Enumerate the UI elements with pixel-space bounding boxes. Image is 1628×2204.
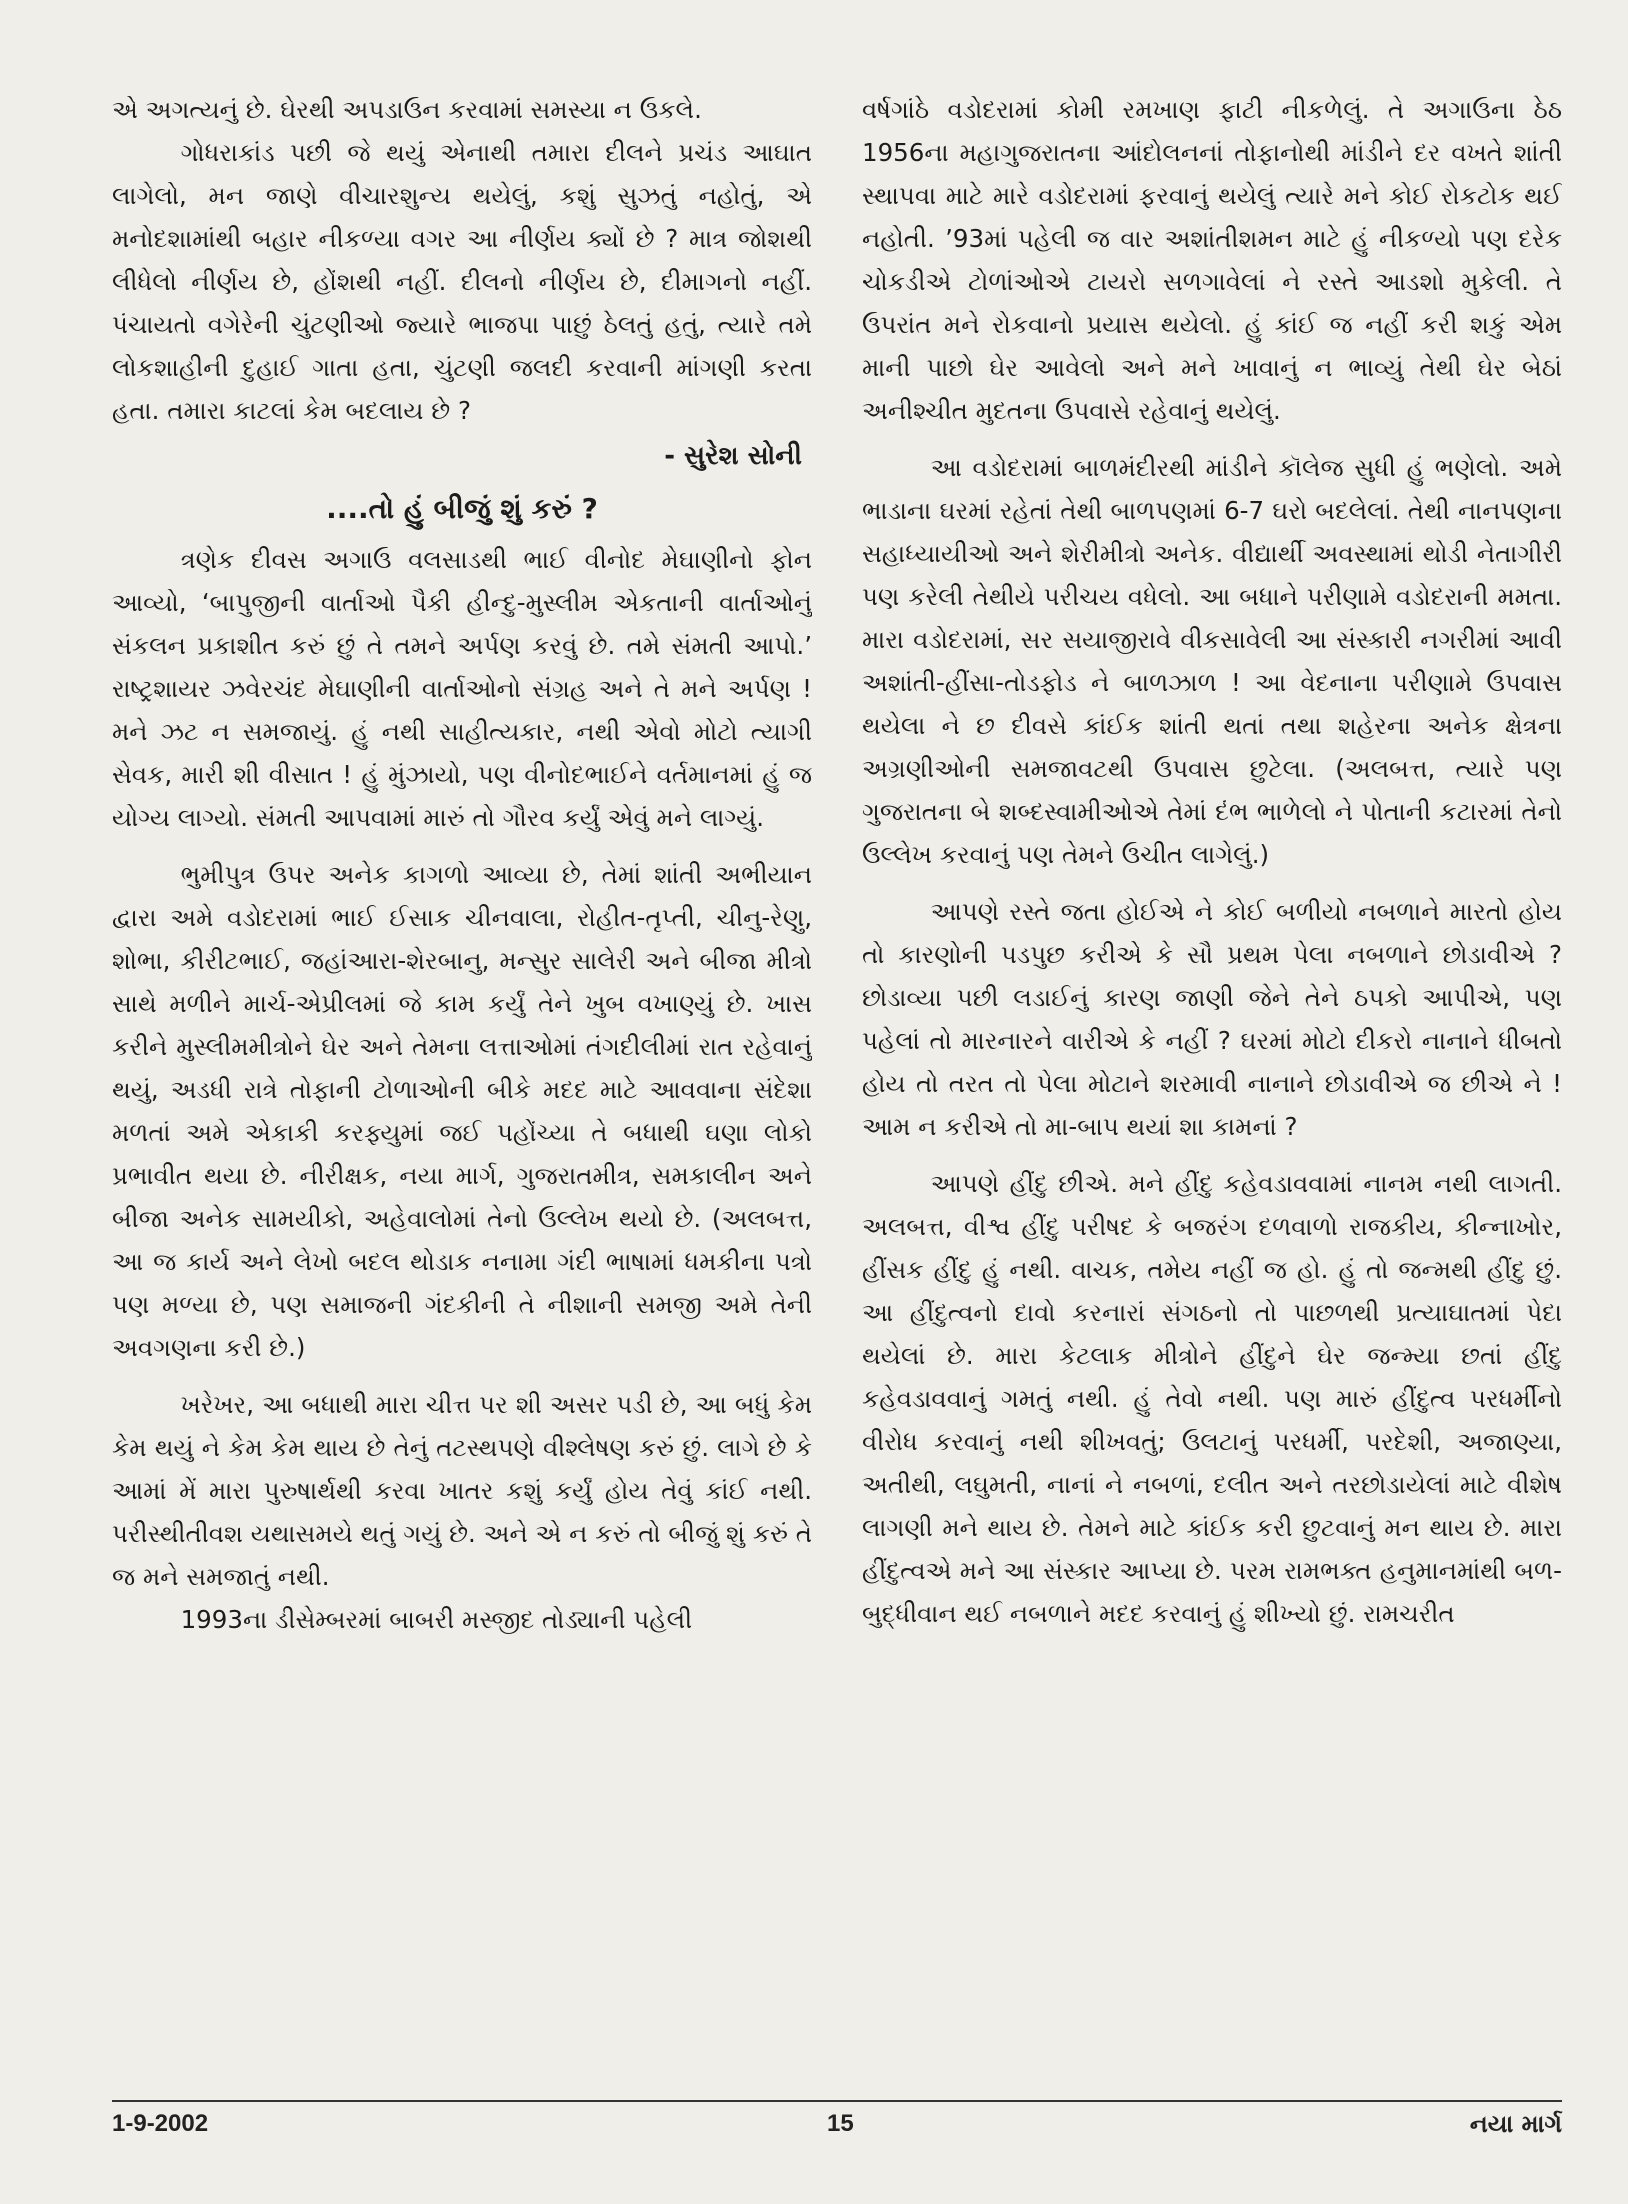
left-column <box>112 88 812 2048</box>
paragraph: આ વડોદરામાં બાળમંદીરથી માંડીને કૉલેજ સુધી હું ભણેલો. અમે ભાડાના ઘરમાં રહેતાં તેથી બાળપણમાં 6-7 ઘરો બદલેલાં. તેથી નાનપણના સહાધ્યાયીઓ અને શેરીમીત્રો અનેક. વીદ્યાર્થી અવસ્થામાં થોડી નેતાગીરી પણ કરેલી તેથીયે પરીચય વધેલો. આ બધાને પરીણામે વડોદરાની મમતા. મારા વડોદરામાં, સર સયાજીરાવે વીકસાવેલી આ સંસ્કારી નગરીમાં આવી અશાંતી-હીંસા-તોડફોડ ને બાળઝાળ ! આ વેદનાના પરીણામે ઉપવાસ થયેલા ને છ દીવસે કાંઈક શાંતી થતાં તથા શહેરના અનેક ક્ષેત્રના અગ્રણીઓની સમજાવટથી ઉપવાસ છુટેલા. (અલબત્ત, ત્યારે પણ ગુજરાતના બે શબ્દસ્વામીઓએ તેમાં દંભ ભાળેલો ને પોતાની કટારમાં તેનો ઉલ્લેખ કરવાનું પણ તેમને ઉચીત લાગેલું.) <box>862 453 1562 869</box>
paragraph: ખરેખર, આ બધાથી મારા ચીત્ત પર શી અસર પડી છે, આ બધું કેમ કેમ થયું ને કેમ કેમ થાય છે તેનું તટસ્થપણે વીશ્લેષણ કરું છું. લાગે છે કે આમાં મેં મારા પુરુષાર્થથી કરવા ખાતર કશું કર્યું હોય તેવું કાંઈ નથી. પરીસ્થીતીવશ યથાસમયે થતું ગયું છે. અને એ ન કરું તો બીજું શું કરું તે જ મને સમજાતું નથી. <box>112 1390 812 1591</box>
page-footer <box>112 2110 1562 2150</box>
right-column <box>862 88 1562 2048</box>
magazine-name: નયા માર્ગ <box>1469 2110 1562 2138</box>
author-signature: - સુરેશ સોની <box>664 441 802 471</box>
paragraph: આપણે હીંદુ છીએ. મને હીંદુ કહેવડાવવામાં નાનમ નથી લાગતી. અલબત્ત, વીશ્વ હીંદુ પરીષદ કે બજરંગ દળવાળો રાજકીય, કીન્નાખોર, હીંસક હીંદુ હું નથી. વાચક, તમેય નહીં જ હો. હું તો જન્મથી હીંદુ છું. આ હીંદુત્વનો દાવો કરનારાં સંગઠનો તો પાછળથી પ્રત્યાઘાતમાં પેદા થયેલાં છે. મારા કેટલાક મીત્રોને હીંદુને ઘેર જન્મ્યા છતાં હીંદુ કહેવડાવવાનું ગમતું નથી. હું તેવો નથી. પણ મારું હીંદુત્વ પરધર્મીનો વીરોધ કરવાનું નથી શીખવતું; ઉલટાનું પરધર્મી, પરદેશી, અજાણ્યા, અતીથી, લઘુમતી, નાનાં ને નબળાં, દલીત અને તરછોડાયેલાં માટે વીશેષ લાગણી મને થાય છે. તેમને માટે કાંઈક કરી છુટવાનું મન થાય છે. મારા હીંદુત્વએ મને આ સંસ્કાર આપ્યા છે. પરમ રામભક્ત હનુમાનમાંથી બળ-બુદ્ધીવાન થઈ નબળાને મદદ કરવાનું હું શીખ્યો છું. રામચરીત <box>862 1169 1562 1628</box>
page-number: 15 <box>827 2110 854 2137</box>
paragraph: 1993ના ડીસેમ્બરમાં બાબરી મસ્જીદ તોડ્યાની પહેલી <box>180 1605 693 1634</box>
paragraph: વર્ષગાંઠે વડોદરામાં કોમી રમખાણ ફાટી નીકળેલું. તે અગાઉના ઠેઠ 1956ના મહાગુજરાતના આંદોલનનાં તોફાનોથી માંડીને દર વખતે શાંતી સ્થાપવા માટે મારે વડોદરામાં ફરવાનું થયેલું ત્યારે મને કોઈ રોકટોક થઈ નહોતી. ’93માં પહેલી જ વાર અશાંતીશમન માટે હું નીકળ્યો પણ દરેક ચોકડીએ ટોળાંઓએ ટાયરો સળગાવેલાં ને રસ્તે આડશો મુકેલી. તે ઉપરાંત મને રોકવાનો પ્રયાસ થયેલો. હું કાંઈ જ નહીં કરી શકું એમ માની પાછો ઘેર આવેલો અને મને ખાવાનું ન ભાવ્યું તેથી ઘેર બેઠાં અનીશ્ચીત મુદતના ઉપવાસે રહેવાનું થયેલું. <box>862 95 1562 425</box>
issue-date: 1-9-2002 <box>112 2110 209 2137</box>
paragraph: ભુમીપુત્ર ઉપર અનેક કાગળો આવ્યા છે, તેમાં શાંતી અભીયાન દ્વારા અમે વડોદરામાં ભાઈ ઈસાક ચીનવાલા, રોહીત-તૃપ્તી, ચીનુ-રેણુ, શોભા, કીરીટભાઈ, જહાંઆરા-શેરબાનુ, મન્સુર સાલેરી અને બીજા મીત્રો સાથે મળીને માર્ચ-એપ્રીલમાં જે કામ કર્યું તેને ખુબ વખાણ્યું છે. ખાસ કરીને મુસ્લીમમીત્રોને ઘેર અને તેમના લત્તાઓમાં તંગદીલીમાં રાત રહેવાનું થયું, અડધી રાત્રે તોફાની ટોળાઓની બીકે મદદ માટે આવવાના સંદેશા મળતાં અમે એકાકી કરફ્યુમાં જઈ પહોંચ્યા તે બધાથી ઘણા લોકો પ્રભાવીત થયા છે. નીરીક્ષક, નયા માર્ગ, ગુજરાતમીત્ર, સમકાલીન અને બીજા અનેક સામયીકો, અહેવાલોમાં તેનો ઉલ્લેખ થયો છે. (અલબત્ત, આ જ કાર્ય અને લેખો બદલ થોડાક નનામા ગંદી ભાષામાં ધમકીના પત્રો પણ મળ્યા છે, પણ સમાજની ગંદકીની તે નીશાની સમજી અમે તેની અવગણના કરી છે.) <box>112 860 812 1362</box>
footer-divider <box>112 2100 1562 2102</box>
paragraph: આપણે રસ્તે જતા હોઈએ ને કોઈ બળીયો નબળાને મારતો હોય તો કારણોની પડપુછ કરીએ કે સૌ પ્રથમ પેલા નબળાને છોડાવીએ ? છોડાવ્યા પછી લડાઈનું કારણ જાણી જેને તેને ઠપકો આપીએ, પણ પહેલાં તો મારનારને વારીએ કે નહીં ? ઘરમાં મોટો દીકરો નાનાને ધીબતો હોય તો તરત તો પેલા મોટાને શરમાવી નાનાને છોડાવીએ જ છીએ ને ! આમ ન કરીએ તો મા-બાપ થયાં શા કામનાં ? <box>862 897 1562 1141</box>
paragraph: ત્રણેક દીવસ અગાઉ વલસાડથી ભાઈ વીનોદ મેઘાણીનો ફોન આવ્યો, ‘બાપુજીની વાર્તાઓ પૈકી હીન્દુ-મુસ્લીમ એકતાની વાર્તાઓનું સંકલન પ્રકાશીત કરું છું તે તમને અર્પણ કરવું છે. તમે સંમતી આપો.’ રાષ્ટ્રશાયર ઝવેરચંદ મેઘાણીની વાર્તાઓનો સંગ્રહ અને તે મને અર્પણ ! મને ઝટ ન સમજાયું. હું નથી સાહીત્યકાર, નથી એવો મોટો ત્યાગી સેવક, મારી શી વીસાત ! હું મુંઝાયો, પણ વીનોદભાઈને વર્તમાનમાં હું જ યોગ્ય લાગ્યો. સંમતી આપવામાં મારું તો ગૌરવ કર્યું એવું મને લાગ્યું. <box>112 545 812 832</box>
paragraph: એ અગત્યનું છે. ઘેરથી અપડાઉન કરવામાં સમસ્યા ન ઉકલે. <box>112 95 702 124</box>
paragraph: ગોધરાકાંડ પછી જે થયું એનાથી તમારા દીલને પ્રચંડ આઘાત લાગેલો, મન જાણે વીચારશુન્ય થયેલું, કશું સુઝતું નહોતું, એ મનોદશામાંથી બહાર નીકળ્યા વગર આ નીર્ણય ક્યોં છે ? માત્ર જોશથી લીધેલો નીર્ણય છે, હોંશથી નહીં. દીલનો નીર્ણય છે, દીમાગનો નહીં. પંચાયતો વગેરેની ચુંટણીઓ જ્યારે ભાજપા પાછું ઠેલતું હતું, ત્યારે તમે લોકશાહીની દુહાઈ ગાતા હતા, ચુંટણી જલદી કરવાની માંગણી કરતા હતા. તમારા કાટલાં કેમ બદલાય છે ? <box>112 138 812 425</box>
section-heading: ....તો હું બીજું શું કરું ? <box>326 492 598 525</box>
article-columns <box>112 88 1562 2048</box>
